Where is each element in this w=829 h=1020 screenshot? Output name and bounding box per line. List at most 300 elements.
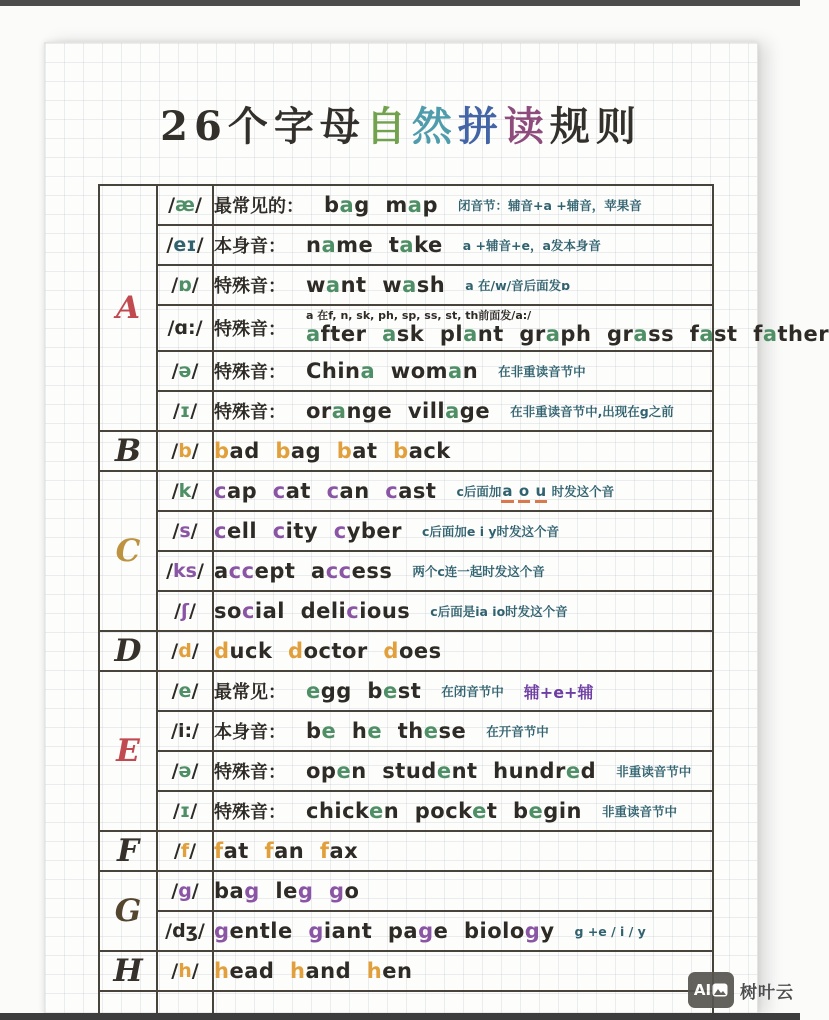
text-run: at [285, 479, 327, 503]
text-run [530, 484, 534, 499]
letter-cell: B [99, 431, 157, 471]
rule-note [575, 924, 646, 939]
text-run: and [305, 959, 367, 983]
text-run: / [172, 800, 180, 822]
title-segment: 自 [365, 103, 412, 150]
text-run: g m [354, 193, 408, 217]
accent-letter: e [368, 799, 384, 823]
phonetic-cell [157, 511, 213, 551]
example-words [214, 959, 412, 983]
table-row [99, 351, 713, 391]
text-run: / [190, 800, 198, 822]
text-run: nt w [340, 273, 403, 297]
accent-letter: a [339, 193, 355, 217]
rule-type-label: 特殊音： [214, 802, 286, 823]
content-row [214, 599, 712, 623]
content-cell [213, 751, 713, 791]
accent-letter: g [524, 919, 541, 943]
text-run: 闭音节：辅音+a +辅音，苹果音 [457, 198, 642, 213]
rule-formula-note: 辅+e+辅 [523, 682, 594, 702]
text-run: sk pl [396, 322, 464, 347]
rule-type-label: 本身音： [214, 722, 286, 743]
table-row [99, 831, 713, 871]
table-row [99, 871, 713, 911]
text-run: ity [285, 519, 334, 543]
table-row [99, 511, 713, 551]
accent-letter: c [333, 519, 347, 543]
text-run: / [172, 400, 180, 422]
example-words [306, 399, 490, 423]
title-segment: 拼 [457, 103, 504, 150]
text-run: se [438, 719, 467, 743]
accent-letter: b [275, 439, 291, 463]
accent-letter: h [290, 959, 306, 983]
accent-letter: o [518, 482, 530, 503]
accent-letter: e [472, 799, 487, 823]
rule-note [456, 482, 614, 500]
example-words [306, 273, 445, 297]
example-words [214, 879, 359, 903]
table-row [99, 591, 713, 631]
accent-letter: a [501, 482, 513, 503]
content-cell [213, 431, 713, 471]
table-row [99, 265, 713, 305]
accent-letter: g [308, 919, 324, 943]
text-run: n stud [351, 759, 437, 783]
example-words [214, 519, 402, 543]
watermark [688, 972, 794, 1008]
text-run: / [191, 680, 199, 702]
phonetic-cell [157, 305, 213, 351]
table-row [99, 711, 713, 751]
accent-letter: k [178, 480, 192, 502]
text-run: entle [229, 919, 309, 943]
text-run: / [166, 234, 174, 256]
content-row [214, 232, 712, 258]
accent-letter: a [762, 322, 778, 347]
accent-letter: ɪ [179, 800, 191, 822]
text-run: / [172, 520, 180, 542]
content-cell [213, 711, 713, 751]
letter-cell: G [99, 871, 157, 951]
text-run: fter [320, 322, 383, 347]
text-run: / [191, 960, 199, 982]
phonetic-cell [157, 265, 213, 305]
content-cell [213, 831, 713, 871]
text-run: / [191, 360, 199, 382]
accent-letter: g [297, 879, 314, 903]
text-run: / [171, 360, 179, 382]
text-run: d [580, 759, 597, 783]
accent-letter: g [244, 879, 260, 903]
accent-letter: d [214, 639, 230, 663]
content-cell [213, 591, 713, 631]
text-run: / [166, 560, 174, 582]
accent-letter: ɪ [179, 400, 191, 422]
text-run: sh [416, 273, 446, 297]
letter-cell: F [99, 831, 157, 871]
text-run: ss f [648, 322, 700, 347]
accent-letter: e [306, 679, 321, 703]
table-row [99, 951, 713, 991]
text-run: 非重读音节中 [616, 764, 692, 779]
accent-letter: g [329, 879, 345, 903]
text-run: le [259, 879, 298, 903]
accent-letter: e [321, 719, 337, 743]
text-run: / [171, 960, 179, 982]
accent-letter: b [214, 439, 230, 463]
content-row [214, 519, 712, 543]
watermark-brand-text: 树叶云 [740, 982, 794, 1003]
rule-note [486, 722, 549, 740]
accent-letter: f [214, 839, 224, 863]
text-run: ept a [254, 559, 326, 583]
text-run: wom [375, 359, 449, 383]
accent-letter: e [367, 719, 383, 743]
text-run: /dʒ/ [165, 920, 205, 942]
title-segment: 然 [411, 103, 458, 150]
accent-letter: s [179, 520, 191, 542]
rule-type-label: 最常见的： [214, 196, 304, 217]
text-run: / [196, 234, 204, 256]
text-run: ba [214, 879, 245, 903]
ai-logo-text: AI [693, 981, 712, 999]
content-row [214, 358, 712, 384]
rule-type-label: 特殊音： [214, 402, 286, 423]
watermark-logo [688, 972, 734, 1008]
accent-letter: f [319, 839, 330, 863]
text-run: / [194, 194, 202, 216]
text-run: 两个c连一起时发这个音 [412, 564, 545, 579]
accent-letter: ʃ [181, 600, 189, 622]
text-run: / [168, 194, 176, 216]
text-run: / [171, 880, 179, 902]
rule-type-label: 本身音： [214, 236, 286, 257]
accent-letter: a [321, 233, 337, 257]
example-words [214, 559, 392, 583]
page-title [45, 95, 757, 152]
letter-cell: E [99, 671, 157, 831]
rule-note [458, 196, 642, 214]
text-run: ap [226, 479, 273, 503]
text-run: ad [229, 439, 276, 463]
content-row [214, 308, 829, 347]
accent-letter: e [423, 719, 439, 743]
text-run: ag [290, 439, 337, 463]
table-row [99, 911, 713, 951]
text-run: so [214, 599, 242, 623]
text-run: ess [351, 559, 393, 583]
example-words [306, 759, 596, 783]
accent-letter: u [535, 482, 548, 503]
text-run: chick [306, 799, 369, 823]
example-words [306, 719, 466, 743]
text-run: / [191, 440, 199, 462]
letter-cell: D [99, 631, 157, 671]
phonetic-cell [157, 225, 213, 265]
accent-letter: c [272, 519, 286, 543]
example-words [214, 839, 358, 863]
accent-letter: b [336, 439, 353, 463]
example-words [214, 479, 436, 503]
text-run: nt gr [477, 322, 546, 347]
text-run: Chin [306, 359, 361, 383]
text-run: nge vill [346, 399, 446, 423]
phonetic-cell [157, 951, 213, 991]
text-run: p [422, 193, 438, 217]
table-row [99, 225, 713, 265]
phonetic-cell [157, 751, 213, 791]
text-run: / [171, 274, 179, 296]
example-words [306, 359, 478, 383]
condition-pre-note [306, 310, 829, 323]
accent-letter: c [272, 479, 286, 503]
text-run: uck [229, 639, 289, 663]
text-run: 在非重读音节中,出现在g之前 [510, 404, 674, 419]
accent-letter: e [178, 680, 192, 702]
content-row [214, 272, 712, 298]
text-run: n [462, 359, 479, 383]
text-run: / [189, 840, 197, 862]
rule-type-label: 最常见： [214, 682, 286, 703]
content-cell [213, 471, 713, 511]
content-row [214, 758, 712, 784]
accent-letter: c [214, 519, 227, 543]
text-run: / [190, 400, 198, 422]
accent-letter: b [178, 440, 192, 462]
text-run: ax [329, 839, 359, 863]
text-run: c后面是ia io时发这个音 [430, 604, 568, 619]
text-run: a 在/w/音后面发ɒ [465, 278, 571, 293]
text-run: ther [777, 322, 829, 347]
text-run: ial deli [254, 599, 347, 623]
text-run: / [190, 520, 198, 542]
accent-letter: f [180, 840, 190, 862]
content-cell [213, 631, 713, 671]
rule-type-label: 特殊音： [214, 362, 286, 383]
text-run: an [339, 479, 386, 503]
accent-letter: c [385, 479, 399, 503]
phonetic-cell [157, 871, 213, 911]
accent-letter: a [633, 322, 649, 347]
text-run: w [306, 273, 326, 297]
content-cell [213, 951, 713, 991]
text-run: / [191, 480, 199, 502]
accent-letter: g [178, 880, 192, 902]
text-run: st [397, 679, 422, 703]
content-cell [213, 265, 713, 305]
rule-type-label: 特殊音： [214, 276, 286, 297]
phonetic-cell [157, 431, 213, 471]
accent-letter: e [436, 759, 452, 783]
accent-letter: f [264, 839, 275, 863]
text-run: b [306, 719, 322, 743]
table-row [99, 551, 713, 591]
accent-letter: d [178, 640, 192, 662]
text-run: n pock [383, 799, 473, 823]
content-cell [213, 391, 713, 431]
example-words [324, 193, 438, 217]
content-row [214, 398, 712, 424]
text-run: or [306, 399, 332, 423]
phonetic-cell [157, 591, 213, 631]
content-row [214, 919, 712, 943]
text-run: 非重读音节中 [601, 804, 677, 819]
accent-letter: ə [178, 760, 192, 782]
phonetic-cell [157, 791, 213, 831]
content-cell [213, 911, 713, 951]
text-run: ge [459, 399, 491, 423]
content-row [214, 678, 712, 704]
example-words [306, 233, 443, 257]
content-cell [213, 185, 713, 225]
content-row [214, 192, 712, 218]
content-row [214, 959, 712, 983]
content-cell [213, 551, 713, 591]
example-words [306, 679, 421, 703]
accent-letter: c [241, 599, 255, 623]
title-segment: 读 [503, 103, 550, 150]
text-run: me t [336, 233, 400, 257]
table-row [99, 791, 713, 831]
text-run: / [191, 760, 199, 782]
content-cell [213, 225, 713, 265]
content-row [214, 479, 712, 503]
content-row [214, 639, 712, 663]
table-row [99, 631, 713, 671]
text-run [313, 879, 329, 903]
text-run: /ɑ:/ [167, 317, 203, 339]
phonetic-cell [157, 911, 213, 951]
rule-note [463, 236, 601, 254]
accent-letter: h [366, 959, 383, 983]
accent-letter: a [407, 193, 423, 217]
phonetic-cell [157, 631, 213, 671]
text-run: oes [398, 639, 442, 663]
text-run: ious [359, 599, 411, 623]
content-cell [213, 671, 713, 711]
text-run: gg b [320, 679, 383, 703]
table-row [99, 185, 713, 225]
accent-letter: a [699, 322, 715, 347]
rule-note [430, 602, 567, 620]
text-run: c后面加e i y时发这个音 [422, 524, 560, 539]
text-run: ack [408, 439, 451, 463]
text-run: / [191, 880, 199, 902]
table-row [99, 471, 713, 511]
phonetic-cell [157, 831, 213, 871]
text-run: / [171, 680, 179, 702]
text-run: t b [486, 799, 529, 823]
text-run: g +e / i / y [574, 923, 646, 939]
table-row [99, 671, 713, 711]
content-row [214, 798, 712, 824]
rule-type-label: 特殊音： [214, 319, 286, 340]
text-run: yber [346, 519, 403, 543]
rule-note [412, 562, 544, 580]
text-run: / [174, 600, 182, 622]
text-run: / [171, 760, 179, 782]
accent-letter: a [325, 273, 341, 297]
text-run: gin [543, 799, 582, 823]
accent-letter: c [214, 479, 227, 503]
text-run: n [306, 233, 322, 257]
accent-letter: ks [173, 560, 197, 582]
text-run: c后面加 [456, 484, 502, 499]
table-row [99, 751, 713, 791]
content-cell [213, 791, 713, 831]
letter-cell: C [99, 471, 157, 631]
accent-letter: a [463, 322, 478, 347]
phonetic-cell [157, 711, 213, 751]
phonetic-cell [157, 551, 213, 591]
content-lines [306, 310, 829, 347]
phonetic-cell [157, 471, 213, 511]
accent-letter: a [448, 359, 463, 383]
rule-type-label: 特殊音： [214, 762, 286, 783]
content-row [214, 559, 712, 583]
accent-letter: æ [175, 194, 195, 216]
accent-letter: d [383, 639, 399, 663]
text-run: o [344, 879, 360, 903]
text-run: / [171, 480, 179, 502]
table-row [99, 305, 713, 351]
text-run: ke [414, 233, 443, 257]
text-run: an [274, 839, 320, 863]
content-row [214, 839, 712, 863]
text-run: 在开音节中 [486, 724, 549, 739]
bottom-letterbox-bar [0, 1013, 800, 1020]
content-cell [213, 871, 713, 911]
accent-letter: a [445, 399, 460, 423]
accent-letter: eɪ [173, 234, 197, 256]
rule-note [616, 762, 691, 780]
accent-letter: c [346, 599, 360, 623]
text-run: nt hundr [451, 759, 566, 783]
text-run: / [191, 274, 199, 296]
text-run: / [171, 440, 179, 462]
rule-note [602, 802, 677, 820]
text-run: a +辅音+e，a发本身音 [462, 238, 601, 253]
phonetic-cell [157, 351, 213, 391]
text-run: / [191, 640, 199, 662]
image-mountain-icon [712, 983, 728, 997]
accent-letter: a [360, 359, 376, 383]
accent-letter: ə [178, 360, 192, 382]
text-run: 在非重读音节中 [498, 364, 586, 379]
text-run: / [171, 640, 179, 662]
table-row [99, 431, 713, 471]
rule-note [465, 276, 570, 294]
text-run: octor [303, 639, 384, 663]
rule-note [498, 362, 586, 380]
accent-letter: d [288, 639, 304, 663]
content-cell [213, 305, 829, 351]
accent-letter: b [393, 439, 409, 463]
phonetic-cell [157, 671, 213, 711]
text-run: / [196, 560, 204, 582]
text-run: b [324, 193, 340, 217]
text-run: en [382, 959, 413, 983]
example-words [214, 439, 451, 463]
text-run: /i:/ [171, 720, 199, 742]
text-run: th [382, 719, 424, 743]
accent-letter: a [399, 233, 415, 257]
text-run: 在闭音节中 [441, 684, 504, 699]
accent-letter: e [528, 799, 544, 823]
example-words [214, 639, 442, 663]
text-run: at [352, 439, 394, 463]
